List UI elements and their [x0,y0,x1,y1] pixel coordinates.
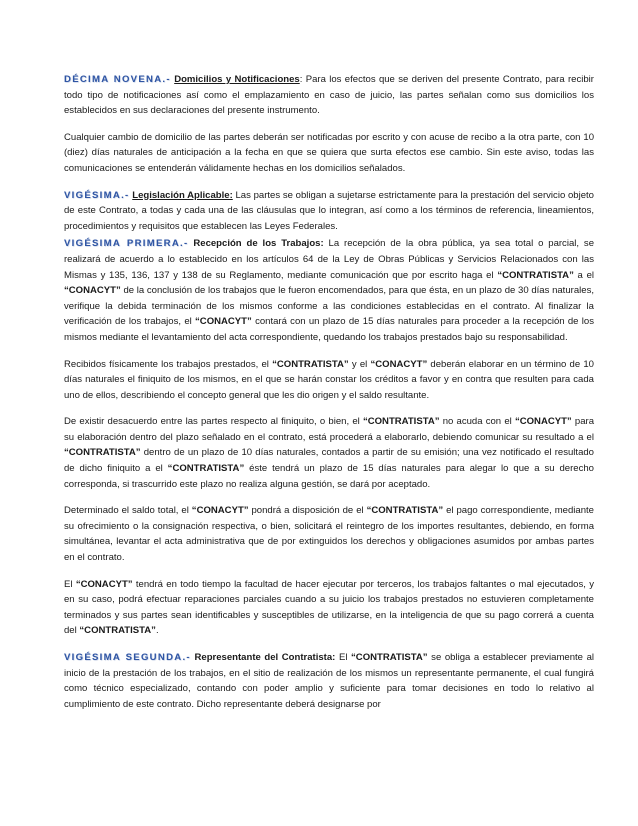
clause-19-title: Domicilios y Notificaciones [174,74,300,85]
clause-21-paragraph-2 [64,357,594,404]
party-contratista: “CONTRATISTA” [366,505,444,517]
clause-21-paragraph-1 [64,236,594,345]
clause-21-text-1c: de la conclusión de los trabajos que le fueron encomendados, para que ésta, en un plazo de 30 días naturales, verifique la debida terminación de los mismos conforme a las condiciones establecidas en el contrato. Al finalizar la verificación de los trabajos, el [64,285,594,328]
clause-21-text-2c: deberán elaborar en un término de 10 días naturales el finiquito de los mismos, en el que se harán constar los créditos a favor y en contra que resulten para cada uno de ellos, describiendo el concepto general que les dio origen y el saldo resultante. [64,358,594,401]
clause-21-text-2b: y el [348,358,371,370]
clause-22-paragraph-1 [64,650,594,712]
clause-21-text-5b: tendrá en todo tiempo la facultad de hacer ejecutar por terceros, los trabajos faltantes o mal ejecutados, y en su caso, podrá efectuar reparaciones parciales cuando a su juicio los trabajos prestados no estuvieren completamente terminados y sus partes sean identificables y susceptibles de utilizarse, en la inteligencia de que su pago correrá a cuenta del [64,578,594,637]
clause-21-paragraph-3 [64,414,594,492]
clause-21-text-5c: . [155,625,159,637]
party-contratista: “CONTRATISTA” [497,269,574,281]
clause-21-text-4a: Determinado el saldo total, el [64,505,192,517]
clause-21-paragraph-5 [64,577,594,639]
clause-20-heading: VIGÉSIMA.- [64,189,130,201]
party-contratista: “CONTRATISTA” [362,416,440,428]
party-contratista: “CONTRATISTA” [64,447,141,459]
party-conacyt: “CONACYT” [64,285,121,297]
party-conacyt: “CONACYT” [191,505,249,517]
clause-21-text-4c: el pago correspondiente, mediante su ofrecimiento o la consignación respectiva, o bien, solicitará el reintegro de los importes resultantes, debiendo, en forma simultánea, levantar el acta administrativa que de por extinguidos los derechos y obligaciones asumidos por ambas partes en el contrato. [64,505,594,564]
clause-19-heading: DÉCIMA NOVENA.- [64,74,171,85]
party-contratista: “CONTRATISTA” [167,463,245,475]
clause-20-text-1: Las partes se obligan a sujetarse estrictamente para la prestación del servicio objeto de este Contrato, a todas y cada una de las cláusulas que lo integran, así como a los términos de referencia, lineamientos, procedimientos y requisitos que establecen las Leyes Federales. [64,189,594,232]
party-conacyt: “CONACYT” [75,578,133,590]
party-contratista: “CONTRATISTA” [272,358,349,370]
clause-22-title: Representante del Contratista: [194,652,336,663]
party-conacyt: “CONACYT” [370,358,428,370]
clause-22-text-1b: se obliga a establecer previamente al inicio de la prestación de los trabajos, en el sitio de realización de los mismos un representante permanente, el cual fungirá como técnico especializado, contando con poder amplio y suficiente para tomar decisiones en todo lo relativo al cumplimiento de este contrato. Dicho representante deberá designarse por [64,652,594,710]
clause-20-title: Legislación Aplicable: [132,189,233,201]
clause-21-text-3c: para su elaboración dentro del plazo señalado en el contrato, está procederá a elaborarlo, debiendo comunicar su resultado a el [64,416,595,443]
clause-21-text-5a: El [64,578,76,590]
clause-21-text-3d: dentro de un plazo de 10 días naturales, contados a partir de su emisión; una vez notificado el resultado de dicho finiquito a el [64,447,594,475]
clause-21-paragraph-4 [64,503,594,565]
clause-21-text-1b: a el [573,269,594,281]
party-conacyt: “CONACYT” [514,416,572,428]
clause-21-text-3e: éste tendrá un plazo de 15 días naturales para alegar lo que a su derecho corresponda, si trascurrido este plazo no realiza alguna gestión, se dará por aceptado. [64,463,594,490]
clause-21-heading: VIGÉSIMA PRIMERA.- [64,238,189,250]
clause-21-text-3a: De existir desacuerdo entre las partes respecto al finiquito, o bien, el [64,416,363,428]
clause-22-text-1a: El [335,652,352,663]
clause-19-text-1: : Para los efectos que se deriven del presente Contrato, para recibir todo tipo de notificaciones así como el emplazamiento en caso de juicio, las partes señalan como sus domicilios los establecidos en sus declaraciones del presente instrumento. [64,74,594,117]
clause-19-paragraph-1 [64,72,594,119]
clause-19-paragraph-2 [64,130,594,177]
clause-22-heading: VIGÉSIMA SEGUNDA.- [64,652,191,663]
party-contratista: “CONTRATISTA” [351,652,428,663]
party-contratista: “CONTRATISTA” [79,625,156,637]
clause-19-text-2: Cualquier cambio de domicilio de las partes deberán ser notificadas por escrito y con acuse de recibo a la otra parte, con 10 (diez) días naturales de anticipación a la fecha en que se quiera que surta efectos ese cambio. Sin este aviso, todas las comunicaciones se entenderán válidamente hechas en los domicilios señalados. [64,131,594,174]
clause-20-paragraph-1 [64,188,594,235]
clause-21-text-2a: Recibidos físicamente los trabajos prestados, el [64,358,273,370]
clause-21-text-4b: pondrá a disposición de el [248,505,367,517]
clause-21-text-1a: La recepción de la obra pública, ya sea total o parcial, se realizará de acuerdo a lo establecido en los artículos 64 de la Ley de Obras Públicas y Servicios Relacionados con las Mismas y 135, 136, 137 y 138 de su Reglamento, mediante comunicación que por escrito haga el [64,238,595,281]
party-conacyt: “CONACYT” [195,316,252,328]
clause-21-text-3b: no acuda con el [439,416,515,428]
clause-21-title: Recepción de los Trabajos: [193,238,324,250]
clause-21-text-1d: contará con un plazo de 15 días naturales para proceder a la recepción de los mismos mediante el levantamiento del acta correspondiente, quedando los trabajos prestados bajo su responsabilidad. [64,316,594,343]
